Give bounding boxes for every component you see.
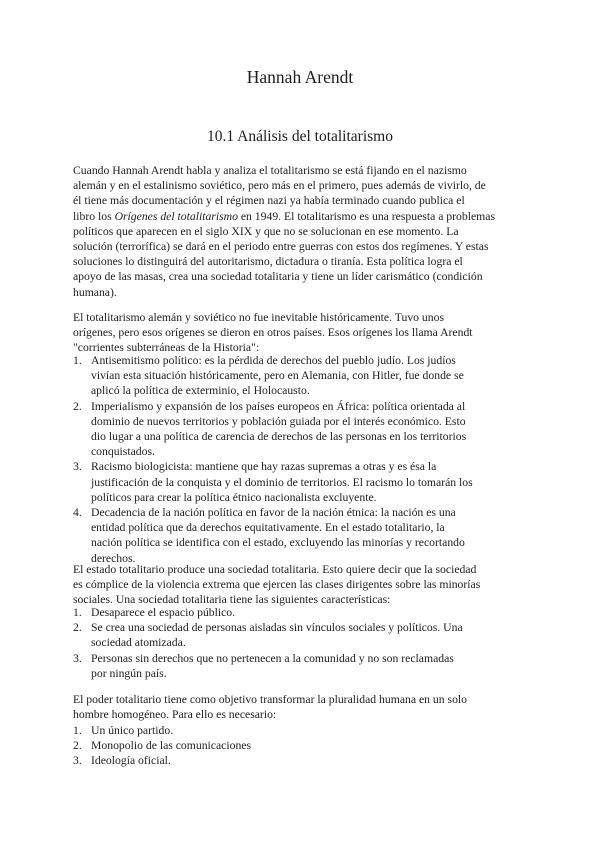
paragraph-line: humana).: [73, 285, 117, 299]
paragraph-line: sociales. Una sociedad totalitaria tiene las siguientes características:: [73, 593, 391, 607]
paragraph-society: [73, 562, 533, 608]
paragraph-line: solución (terrorífica) se dará en el periodo entre guerras con estos dos regímenes. Y estas: [73, 240, 489, 254]
list-item: [73, 505, 533, 566]
paragraph-line: [73, 209, 533, 224]
paragraph-line: alemán y en el estalinismo soviético, pero más en el primero, pues además de vivirlo, de: [73, 179, 486, 193]
list-line: vivían esta situación históricamente, pero en Alemania, con Hitler, fue donde se: [91, 369, 464, 383]
paragraph-line: políticos que aparecen en el siglo XIX y que no se solucionan en ese momento. La: [73, 224, 459, 238]
list-number: 1.: [73, 354, 82, 367]
list-line: Decadencia de la nación política en favor de la nación étnica: la nación es una: [91, 506, 456, 520]
list-number: 3.: [73, 651, 82, 665]
list-item: [73, 738, 533, 753]
paragraph-line: Cuando Hannah Arendt habla y analiza el totalitarismo se está fijando en el nazismo: [73, 164, 467, 177]
list-line: Ideología oficial.: [91, 754, 171, 768]
list-item: [73, 459, 533, 505]
paragraph-line: apoyo de las masas, crea una sociedad totalitaria y tiene un líder carismático (condición: [73, 270, 483, 284]
paragraph-line: es cómplice de la violencia extrema que ejercen las clases dirigentes sobre las minorías: [73, 578, 481, 592]
book-title: Orígenes del totalitarismo: [114, 209, 238, 223]
paragraph-line: hombre homogéneo. Para ello es necesario:: [73, 708, 277, 722]
list-item: [73, 399, 533, 460]
origins-list: [73, 353, 533, 566]
paragraph-line: soluciones lo distinguirá del autoritarismo, dictadura o tiranía. Esta política logra el: [73, 255, 463, 269]
list-line: dominio de nuevos territorios y población guiada por el interés económico. Esto: [91, 414, 466, 428]
paragraph-line: El estado totalitario produce una sociedad totalitaria. Esto quiere decir que la sociedad: [73, 563, 477, 576]
list-line: conquistados.: [91, 445, 155, 459]
list-number: 1.: [73, 724, 82, 737]
list-line: justificación de la conquista y el dominio de territorios. El racismo lo tomarán los: [91, 475, 473, 489]
text-run: en 1949. El totalitarismo es una respuesta a problemas: [237, 209, 495, 223]
list-line: Se crea una sociedad de personas aisladas sin vínculos sociales y políticos. Una: [91, 621, 463, 635]
list-line: Desaparece el espacio público.: [91, 606, 236, 619]
list-line: Monopolio de las comunicaciones: [91, 739, 252, 753]
list-number: 3.: [73, 460, 82, 474]
list-line: por ningún país.: [91, 666, 167, 680]
list-line: Imperialismo y expansión de los países europeos en África: política orientada al: [91, 399, 466, 413]
list-line: Personas sin derechos que no pertenecen a la comunidad y no son reclamadas: [91, 651, 454, 665]
list-item: [73, 753, 533, 768]
paragraph-line: "corrientes subterráneas de la Historia":: [73, 341, 260, 355]
list-item: [73, 620, 533, 650]
requirements-list: [73, 723, 533, 769]
list-number: 2.: [73, 621, 82, 635]
list-item: [73, 353, 533, 399]
list-number: 3.: [73, 754, 82, 768]
list-line: entidad política que da derechos equitativamente. En el estado totalitario, la: [91, 521, 445, 535]
paragraph-origins: [73, 310, 533, 356]
list-line: Racismo biologicista: mantiene que hay razas supremas a otras y es ésa la: [91, 460, 437, 474]
list-line: nación política se identifica con el estado, excluyendo las minorías y recortando: [91, 536, 465, 550]
society-features-list: [73, 605, 533, 681]
list-number: 2.: [73, 739, 82, 753]
paragraph-line: él tiene más documentación y el régimen nazi ya había terminado cuando publica el: [73, 194, 465, 208]
paragraph-power: [73, 692, 533, 722]
list-number: 4.: [73, 506, 82, 520]
list-item: [73, 605, 533, 620]
page-title: Hannah Arendt: [246, 67, 354, 87]
list-line: derechos.: [91, 551, 136, 565]
list-item: [73, 651, 533, 681]
list-line: aplicó la política de exterminio, el Holocausto.: [91, 384, 310, 398]
list-number: 2.: [73, 399, 82, 413]
paragraph-line: El totalitarismo alemán y soviético no fue inevitable históricamente. Tuvo unos: [73, 311, 445, 324]
list-line: sociedad atomizada.: [91, 636, 186, 650]
paragraph-line: El poder totalitario tiene como objetivo transformar la pluralidad humana en un solo: [73, 693, 468, 706]
paragraph-line: orígenes, pero esos orígenes se dieron en otros países. Esos orígenes los llama Arendt: [73, 326, 473, 340]
list-item: [73, 723, 533, 738]
section-heading: 10.1 Análisis del totalitarismo: [207, 128, 393, 145]
paragraph-intro: [73, 163, 533, 300]
list-line: dio lugar a una política de carencia de derechos de las personas en los territorios: [91, 430, 467, 444]
list-line: Antisemitismo político: es la pérdida de derechos del pueblo judío. Los judíos: [91, 354, 456, 367]
list-number: 1.: [73, 606, 82, 619]
list-line: políticos para crear la política étnico nacionalista excluyente.: [91, 490, 377, 504]
text-run: libro los: [73, 209, 115, 223]
list-line: Un único partido.: [91, 724, 174, 737]
